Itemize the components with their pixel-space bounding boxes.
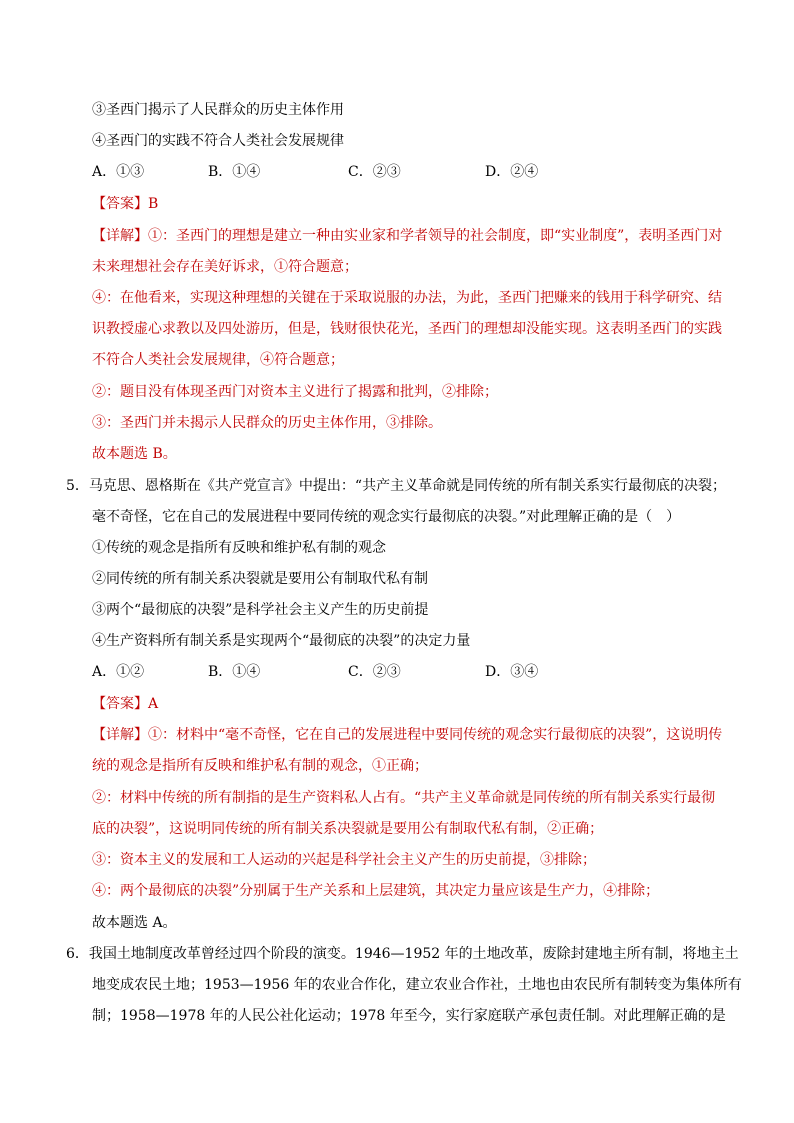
answer-value: B — [148, 196, 159, 212]
q5-conclusion: 故本题选 A。 — [92, 915, 177, 931]
q5-detail-line — [92, 725, 722, 745]
q4-option-d: D．②④ — [485, 164, 539, 180]
detail-text: ①：圣西门的理想是建立一种由实业家和学者领导的社会制度，即“实业制度”，表明圣西门对 — [148, 228, 723, 244]
q4-detail-line — [92, 226, 722, 246]
q5-option-a: A．①② — [92, 664, 145, 680]
q4-detail-line: 不符合人类社会发展规律，④符合题意； — [92, 352, 344, 368]
detail-text: ①：材料中“毫不奇怪，它在自己的发展进程中要同传统的观念实行最彻底的决裂”，这说明传 — [148, 727, 723, 743]
q5-option-b: B．①④ — [208, 664, 261, 680]
q4-statement-4: ④圣西门的实践不符合人类社会发展规律 — [92, 133, 344, 149]
q5-detail-line: ④：两个最彻底的决裂”分别属于生产关系和上层建筑，其决定力量应该是生产力，④排除； — [92, 883, 660, 899]
q5-option-d: D．③④ — [485, 664, 539, 680]
q5-stem-line: 毫不奇怪，它在自己的发展进程中要同传统的观念实行最彻底的决裂。”对此理解正确的是（ ） — [92, 509, 681, 525]
q4-detail-line: ②：题目没有体现圣西门对资本主义进行了揭露和批判，②排除； — [92, 384, 498, 400]
q5-statement-2: ②同传统的所有制关系决裂就是要用公有制取代私有制 — [92, 571, 428, 587]
detail-tag: 【详解】 — [92, 228, 148, 244]
answer-tag: 【答案】 — [92, 196, 148, 212]
detail-tag: 【详解】 — [92, 727, 148, 743]
q4-option-b: B．①④ — [208, 164, 261, 180]
q4-option-c: C．②③ — [348, 164, 401, 180]
q4-detail-line: ④：在他看来，实现这种理想的关键在于采取说服的办法，为此，圣西门把赚来的钱用于科学研究、结 — [92, 290, 722, 306]
q6-stem-line: 地变成农民土地；1953—1956 年的农业合作化，建立农业合作社，土地也由农民所有制转变为集体所有 — [92, 977, 742, 993]
q5-stem-line: 5．马克思、恩格斯在《共产党宣言》中提出：“共产主义革命就是同传统的所有制关系实行最彻底的决裂； — [66, 478, 727, 494]
q5-statement-4: ④生产资料所有制关系是实现两个“最彻底的决裂”的决定力量 — [92, 633, 471, 649]
q4-conclusion: 故本题选 B。 — [92, 446, 177, 462]
q5-answer — [92, 694, 158, 714]
q6-stem-line: 6．我国土地制度改革曾经过四个阶段的演变。1946—1952 年的土地改革，废除封建地主所有制，将地主土 — [66, 946, 739, 962]
q5-detail-line: 统的观念是指所有反映和维护私有制的观念，①正确； — [92, 758, 428, 774]
q5-detail-line: ②：材料中传统的所有制指的是生产资料私人占有。“共产主义革命就是同传统的所有制关系实行最彻 — [92, 790, 716, 806]
q4-answer — [92, 194, 158, 214]
q4-detail-line: 未来理想社会存在美好诉求，①符合题意； — [92, 259, 358, 275]
answer-tag: 【答案】 — [92, 696, 148, 712]
q4-option-a: A．①③ — [92, 164, 145, 180]
q4-detail-line: 识教授虚心求教以及四处游历，但是，钱财很快花光，圣西门的理想却没能实现。这表明圣西门的实践 — [92, 321, 722, 337]
q4-statement-3: ③圣西门揭示了人民群众的历史主体作用 — [92, 102, 344, 118]
q5-detail-line: 底的决裂”，这说明同传统的所有制关系决裂就是要用公有制取代私有制，②正确； — [92, 821, 604, 837]
answer-value: A — [148, 696, 159, 712]
q5-detail-line: ③：资本主义的发展和工人运动的兴起是科学社会主义产生的历史前提，③排除； — [92, 852, 596, 868]
q4-detail-line: ③：圣西门并未揭示人民群众的历史主体作用，③排除。 — [92, 415, 442, 431]
q5-statement-3: ③两个“最彻底的决裂”是科学社会主义产生的历史前提 — [92, 602, 429, 618]
q5-statement-1: ①传统的观念是指所有反映和维护私有制的观念 — [92, 540, 386, 556]
q6-stem-line: 制；1958—1978 年的人民公社化运动；1978 年至今，实行家庭联产承包责任制。对此理解正确的是 — [92, 1008, 726, 1024]
q5-option-c: C．②③ — [348, 664, 401, 680]
